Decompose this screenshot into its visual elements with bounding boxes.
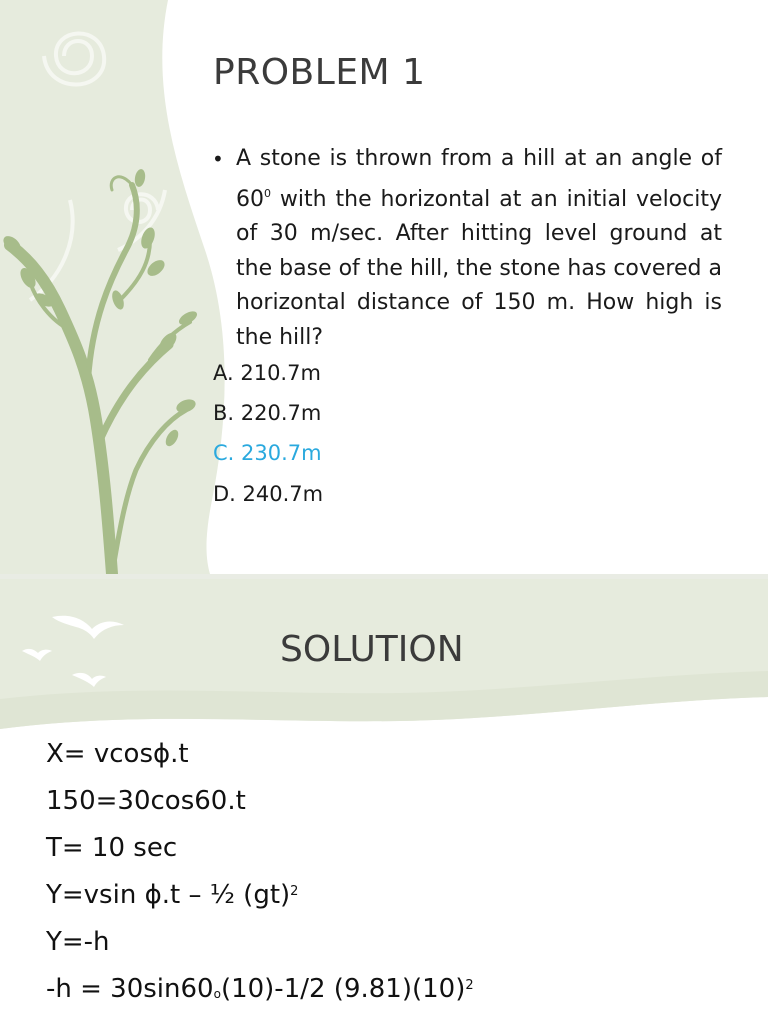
bullet-icon: • xyxy=(212,147,224,171)
question-text-part2: with the horizontal at an initial velocity of 30 m/sec. After hitting level ground at the base of the hill, the stone has covered a horizontal distance of 150 m. How high is the hill? xyxy=(236,186,722,350)
solution-line-3: T= 10 sec xyxy=(46,833,178,863)
solution-slide xyxy=(0,579,768,1024)
square-superscript: 2 xyxy=(290,884,299,899)
solution-line-4 xyxy=(46,880,298,910)
degree-subscript: o xyxy=(213,987,221,1001)
solution-line-6-b: (10)-1/2 (9.81)(10) xyxy=(220,974,466,1004)
bullet-item xyxy=(212,142,722,355)
question-text xyxy=(236,142,722,355)
question-text-part1: A stone is thrown from a hill at an angle of 60 xyxy=(236,146,722,212)
solution-line-1: X= vcosϕ.t xyxy=(46,739,189,769)
option-d: D. 240.7m xyxy=(213,482,324,506)
degree-superscript: 0 xyxy=(264,186,271,200)
solution-line-5: Y=-h xyxy=(46,927,110,957)
option-c-correct: C. 230.7m xyxy=(213,441,322,465)
option-a: A. 210.7m xyxy=(213,361,321,385)
problem-statement xyxy=(212,142,722,355)
square-superscript-2: 2 xyxy=(465,978,474,993)
solution-line-6 xyxy=(46,974,474,1004)
option-b: B. 220.7m xyxy=(213,401,322,425)
problem-title: PROBLEM 1 xyxy=(213,52,426,93)
solution-line-2: 150=30cos60.t xyxy=(46,786,246,816)
solution-line-4-main: Y=vsin ϕ.t – ½ (gt) xyxy=(46,880,291,910)
solution-title: SOLUTION xyxy=(280,629,464,670)
solution-line-6-a: -h = 30sin60 xyxy=(46,974,214,1004)
